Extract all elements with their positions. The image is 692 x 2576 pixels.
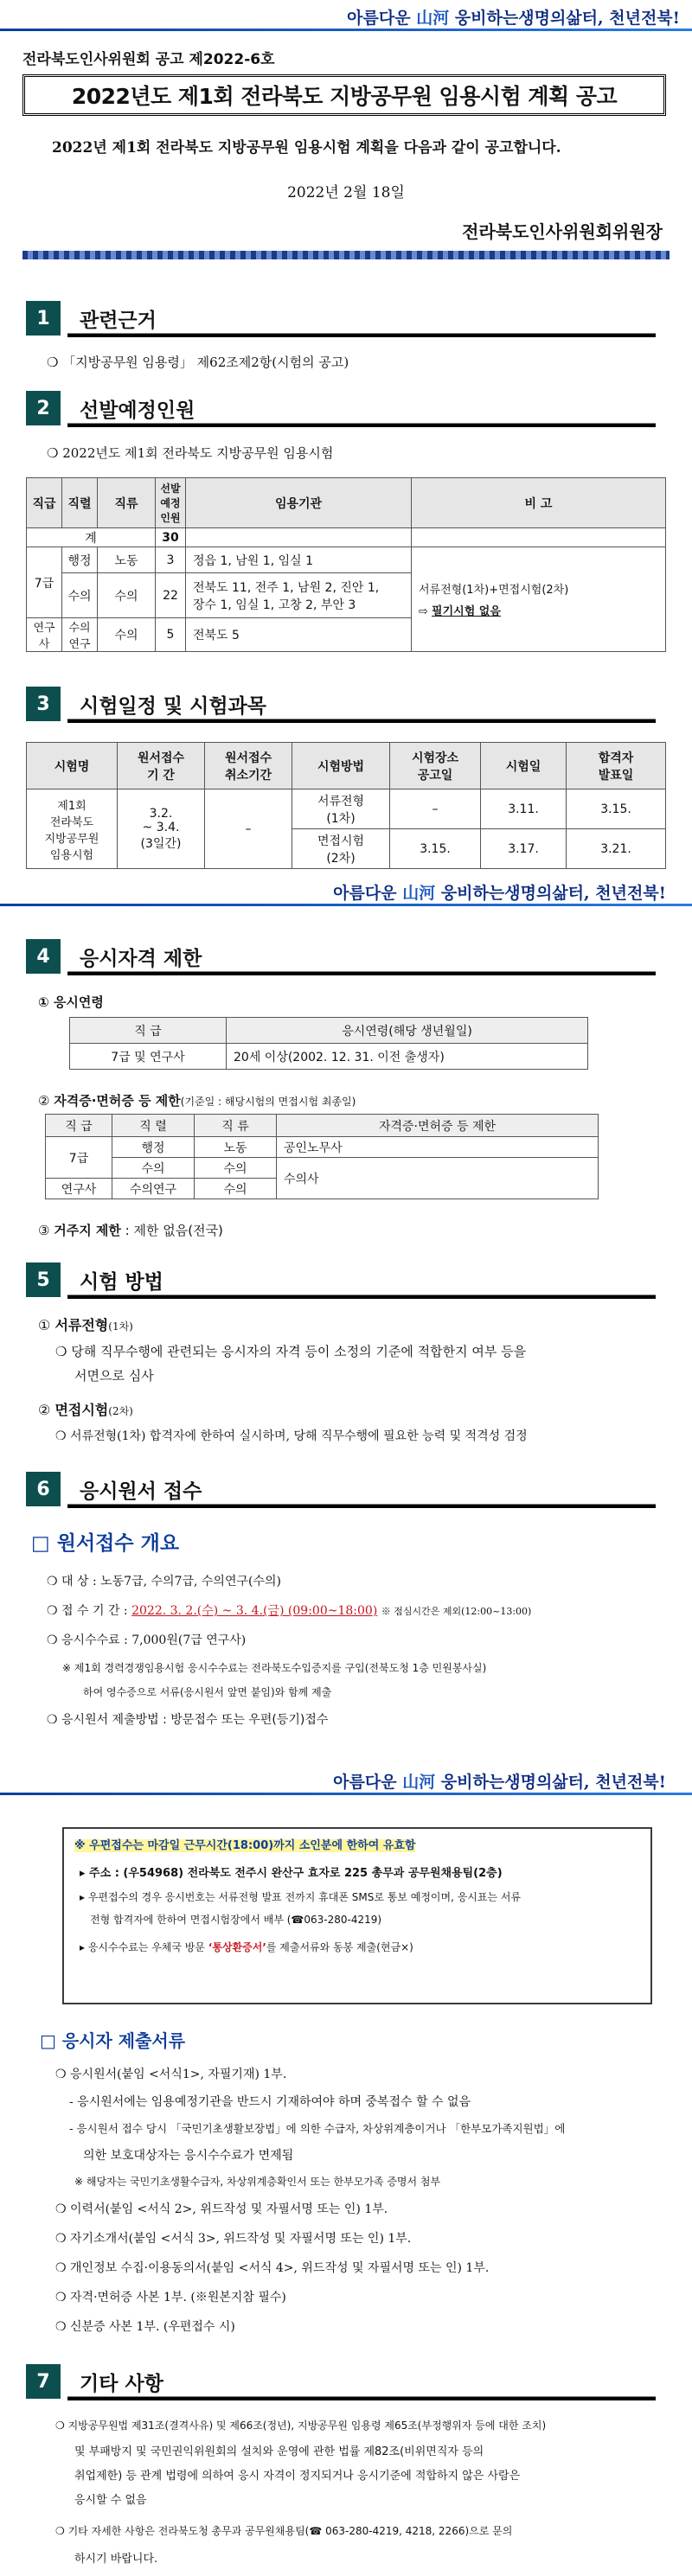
age-table: 직 급 응시연령(해당 생년월일) 7급 및 연구사 20세 이상(2002. 12. 31. 이전 출생자)	[69, 1017, 588, 1070]
notice-number: 전라북도인사위원회 공고 제2022-6호	[22, 51, 275, 68]
submit-method: ❍ 응시원서 제출방법 : 방문접수 또는 우편(등기)접수	[47, 1713, 329, 1727]
doc-5: ❍ 자격·면허증 사본 1부. (※원본지참 필수)	[55, 2291, 286, 2304]
doc-1-note-2: - 응시원서 접수 당시 「국민기초생활보장법」에 의한 수급자, 차상위계층이거나 「한부모가족지원법」에	[69, 2122, 566, 2135]
doc-3: ❍ 자기소개서(붙임 <서식 3>, 위드작성 및 자필서명 또는 인) 1부.	[55, 2232, 412, 2246]
recruit-table: 직급 직렬 직류 선발 예정 인원 임용기관 비 고 계 30 7급 행정 노동 3 정읍 1, 남원 1, 임실 1 서류전형(1차)+면접시험(2차) ⇨ 필기시험 없음 수의 수의 22 전북도 11, 전주 1, 남원 2, 진안 1, 장수 1, 임실 1, 고창 2, 부안 3 연구 사 수의 연구 수의 5 전북도 5	[26, 477, 666, 652]
divider	[22, 251, 670, 259]
fee-note-2: 하여 영수증으로 서류(응시원서 앞면 붙임)와 함께 제출	[83, 1686, 332, 1698]
subsection-documents: □ 응시자 제출서류	[40, 2030, 186, 2051]
method-a-text-2: 서면으로 심사	[74, 1368, 154, 1384]
license-table: 직 급 직 렬 직 류 자격증·면허증 등 제한 7급 행정 노동 공인노무사 수의 수의 수의사 연구사 수의연구 수의	[45, 1114, 599, 1199]
section-2-item: ❍ 2022년도 제1회 전라북도 지방공무원 임용시험	[47, 445, 334, 461]
age-title: ① 응시연령	[38, 994, 104, 1010]
method-b-text: ❍ 서류전형(1차) 합격자에 한하여 실시하며, 당해 직무수행에 필요한 능력 및 적격성 검정	[55, 1429, 528, 1443]
etc-2-line-2: 하시기 바랍니다.	[74, 2553, 158, 2566]
section-6-header: 6 응시원서 접수	[26, 1470, 202, 1508]
slogan: 아름다운 山河 웅비하는생명의삶터, 천년전북!	[347, 9, 680, 28]
section-1-header: 1 관련근거	[26, 299, 157, 337]
slogan-banner-top	[0, 0, 692, 36]
notice-date: 2022년 2월 18일	[287, 184, 405, 201]
residence-limit: ③ 거주지 제한 : 제한 없음(전국)	[38, 1223, 223, 1238]
etc-1-line-3: 취업제한) 등 관계 법령에 의하여 응시 자격이 정지되거나 응시기준에 적합하지 않은 사람은	[74, 2470, 521, 2483]
fee: ❍ 응시수수료 : 7,000원(7급 연구사)	[47, 1633, 247, 1647]
period: ❍ 접 수 기 간 : 2022. 3. 2.(수) ~ 3. 4.(금) (09:00~18:00) ※ 점심시간은 제외(12:00~13:00)	[47, 1604, 532, 1618]
etc-1: ❍ 지방공무원법 제31조(결격사유) 및 제66조(정년), 지방공무원 임용령 제65조(부정행위자 등에 대한 조치)	[55, 2419, 547, 2432]
doc-1-note-4: ※ 해당자는 국민기초생활수급자, 차상위계층확인서 또는 한부모가족 증명서 첨부	[74, 2176, 441, 2188]
method-b-title: ② 면접시험(2차)	[38, 1402, 133, 1418]
subsection-overview: □ 원서접수 개요	[31, 1532, 180, 1555]
section-4-header: 4 응시자격 제한	[26, 937, 202, 975]
section-3-header: 3 시험일정 및 시험과목	[26, 685, 266, 723]
method-a-text: ❍ 당해 직무수행에 관련되는 응시자의 자격 등이 소정의 기준에 적합한지 여부 등을	[55, 1344, 527, 1359]
method-a-title: ① 서류전형(1차)	[38, 1317, 133, 1333]
schedule-table: 시험명 원서접수 기 간 원서접수 취소기간 시험방법 시험장소 공고일 시험일 합격자 발표일 제1회 전라북도 지방공무원 임용시험 3.2. ~ 3.4. (3일간) – 서류전형 (1차) – 3.11. 3.15. 면접시험 (2차) 3.15. 3.17. 3.21.	[26, 742, 666, 869]
signer: 전라북도인사위원회위원장	[462, 221, 663, 242]
mail-notice-box: ※ 우편접수는 마감일 근무시간(18:00)까지 소인분에 한하여 유효함 ▸ 주소 : (우54968) 전라북도 전주시 완산구 효자로 225 총무과 공무원채용팀(2층) ▸ 우편접수의 경우 응시번호는 서류전형 발표 전까지 휴대폰 SMS로 통보 예정이며, 응시표는 서류 전형 합격자에 한하여 면접시험장에서 배부 (☎063-280-4219) ▸ 응시수수료는 우체국 방문 ‘통상환증서’를 제출서류와 동봉 제출(현금×)	[62, 1827, 652, 2004]
page-title: 2022년도 제1회 전라북도 지방공무원 임용시험 계획 공고	[22, 74, 666, 116]
doc-1: ❍ 응시원서(붙임 <서식1>, 자필기재) 1부.	[55, 2068, 287, 2081]
slogan-banner-2: 아름다운 山河 웅비하는생명의삶터, 천년전북!	[0, 875, 692, 911]
section-5-header: 5 시험 방법	[26, 1261, 163, 1299]
doc-2: ❍ 이력서(붙임 <서식 2>, 위드작성 및 자필서명 또는 인) 1부.	[55, 2202, 388, 2216]
section-7-header: 7 기타 사항	[26, 2362, 163, 2400]
slogan-banner-3: 아름다운 山河 웅비하는생명의삶터, 천년전북!	[0, 1764, 692, 1800]
doc-4: ❍ 개인정보 수집·이용동의서(붙임 <서식 4>, 위드작성 및 자필서명 또는 인) 1부.	[55, 2261, 490, 2275]
section-2-header: 2 선발예정인원	[26, 389, 195, 427]
license-title: ② 자격증·면허증 등 제한(기준일 : 해당시험의 면접시험 최종일)	[38, 1093, 356, 1109]
etc-2: ❍ 기타 자세한 사항은 전라북도청 총무과 공무원채용팀(☎ 063-280-4219, 4218, 2266)으로 문의	[55, 2525, 513, 2537]
etc-1-line-4: 응시할 수 없음	[74, 2494, 147, 2507]
section-1-item: ❍ 「지방공무원 임용령」 제62조제2항(시험의 공고)	[47, 355, 349, 370]
doc-6: ❍ 신분증 사본 1부. (우편접수 시)	[55, 2320, 235, 2334]
target: ❍ 대 상 : 노동7급, 수의7급, 수의연구(수의)	[47, 1575, 281, 1588]
doc-1-note-3: 의한 보호대상자는 응시수수료가 면제됨	[83, 2149, 294, 2163]
fee-note-1: ※ 제1회 경력경쟁임용시험 응시수수료는 전라북도수입증지를 구입(전북도청 1층 민원봉사실)	[62, 1662, 487, 1674]
doc-1-note-1: - 응시원서에는 임용예정기관을 반드시 기재하여야 하며 중복접수 할 수 없음	[69, 2095, 471, 2109]
etc-1-line-2: 및 부패방지 및 국민권익위원회의 설치와 운영에 관한 법률 제82조(비위면직자 등의	[74, 2445, 484, 2458]
intro-text: 2022년 제1회 전라북도 지방공무원 임용시험 계획을 다음과 같이 공고합니다.	[52, 139, 561, 157]
